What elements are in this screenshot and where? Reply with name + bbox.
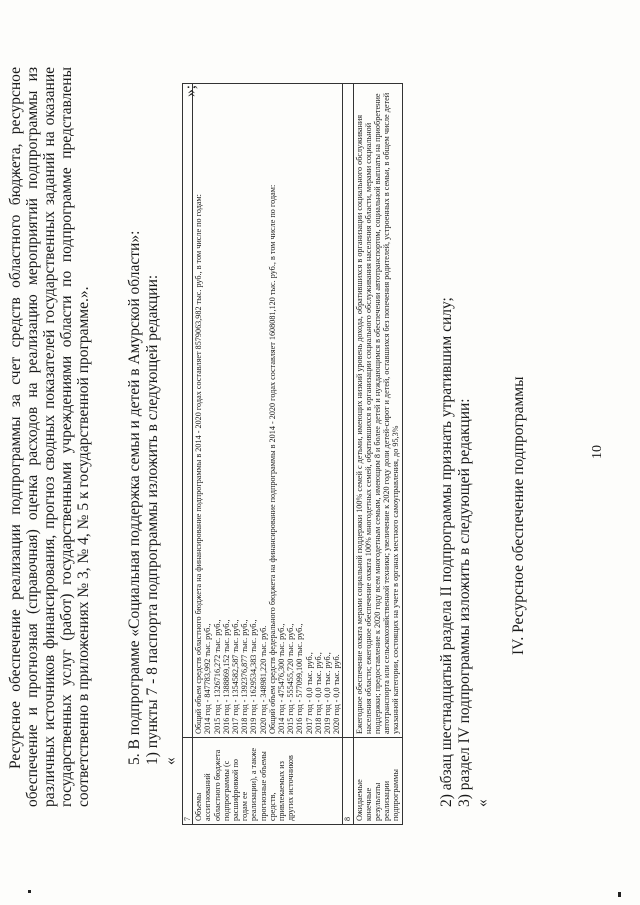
item-5-3-text: 3) раздел IV подпрограммы изложить в следующей редакции: [456, 398, 473, 807]
section-heading: IV. Ресурсное обеспечение подпрограммы [510, 376, 527, 655]
row-8-label [353, 738, 402, 825]
passport-table [182, 83, 403, 825]
table-row [353, 84, 402, 825]
content-line: 2015 год - 555455,720 тыс. руб., [286, 623, 296, 734]
table-row [343, 84, 353, 825]
quote-open-2: « [474, 799, 491, 807]
content-line: 2016 год - 1388869,152 тыс. руб., [221, 619, 231, 734]
label-line: реализации), а также [249, 748, 259, 821]
content-line: 2014 год - 475476,300 тыс. руб., [277, 623, 287, 734]
content-line: 2018 год - 1392376,877 тыс. руб., [240, 619, 250, 734]
content-line: Общий объем средств областного бюджета на финансирование подпрограммы в 2014 - 2020 годах составляет 8579063,982 тыс. руб., в том числе по годам: [194, 194, 204, 734]
label-line: подпрограммы (с [221, 760, 231, 821]
content-line: 2014 год - 847783,992 тыс. руб., [203, 623, 213, 734]
scan-speck [28, 890, 31, 893]
resource-paragraph: Ресурсное обеспечение реализации подпрограммы за счет средств областного бюджета, ресурсное обеспечение и прогнозная (справочная) оценка расходов на реализацию мероприятий подпрограммы из различных источников финансирования, прогноз сводных показателей государственных заданий на оказание государственных услуг (работ) государственными учреждениями области по подпрограмме представлены соответственно в приложениях № 3, № 4, № 5 к государственной программе.». [7, 67, 92, 807]
label-line: Ожидаемые [354, 779, 364, 821]
content-line: 2017 год - 1354582,587 тыс. руб., [231, 619, 241, 734]
content-line: 2018 год - 0,0 тыс. руб., [313, 652, 323, 734]
content-line: 2020 год - 348981,220 тыс. руб. [258, 625, 268, 734]
content-line: Общий объем средств федерального бюджета на финансирование подпрограммы в 2014 - 2020 годах составляет 1608081,120 тыс. руб., в том числе по годам: [267, 184, 277, 734]
page-number: 10 [590, 445, 605, 459]
table-row [183, 84, 193, 825]
item-5-heading: 5. В подпрограмме «Социальная поддержка семьи и детей в Амурской области»: [126, 230, 143, 765]
label-line: прогнозные объемы [258, 751, 268, 821]
label-line: конечные [363, 787, 373, 821]
scan-speck [618, 892, 621, 897]
label-line: средств, [267, 792, 277, 821]
row-number: 8 [343, 738, 353, 825]
row-7-content [193, 84, 343, 738]
label-line: годам ее [240, 791, 250, 821]
label-line: расшифровкой по [231, 759, 241, 821]
label-line: ассигнований [203, 773, 213, 821]
content-line: 2020 год - 0,0 тыс. руб. [332, 654, 342, 734]
label-line: привлекаемых из [277, 761, 287, 821]
label-line: результаты [373, 782, 383, 821]
row-7-label [193, 738, 343, 825]
item-5-1-text: 1) пункты 7 - 8 паспорта подпрограммы изложить в следующей редакции: [144, 274, 161, 765]
content-line: 2017 год - 0,0 тыс. руб., [304, 652, 314, 734]
content-line: 2015 год - 1326716,272 тыс. руб., [212, 619, 222, 734]
label-line: других источников [286, 755, 296, 821]
row-8-content: Ежегодное обеспечение охвата мерами социальной поддержки 100% семей с детьми, имеющих низкий уровень дохода, обратившихся в организации социального обслуживания населения области; ежегодное обеспечение охвата 100% многодетных семей, обратившихся в организации социального обслуживания населения области, мерами социальной поддержки; предоставление к 2020 году всем многодетным семьям, имеющим 8 и более детей и нуждающимся в обеспечении автотранспортом, социальной выплаты на приобретение автотранспорта или сельскохозяйственной техники; увеличение к 2020 году доли детей-сирот и детей, оставшихся без попечения родителей, устроенных в семьи, в общем числе детей указанной категории, состоящих на учете в органах местного самоуправления, до 95,3% [353, 84, 402, 738]
quote-open: « [162, 757, 179, 765]
quote-close: »; [182, 84, 199, 97]
label-line: подпрограммы [391, 769, 401, 821]
table-row [193, 84, 343, 825]
content-line: 2019 год - 0,0 тыс. руб., [323, 652, 333, 734]
item-5-2-text: 2) абзац шестнадцатый раздела II подпрограммы признать утратившим силу; [438, 297, 455, 807]
content-line: 2016 год - 577099,100 тыс. руб., [295, 623, 305, 734]
row-number: 7 [183, 738, 193, 825]
label-line: реализации [382, 780, 392, 821]
content-line: 2019 год - 1629534,383 тыс. руб., [249, 619, 259, 734]
label-line: Объемы [194, 792, 204, 821]
label-line: областного бюджета [212, 749, 222, 821]
